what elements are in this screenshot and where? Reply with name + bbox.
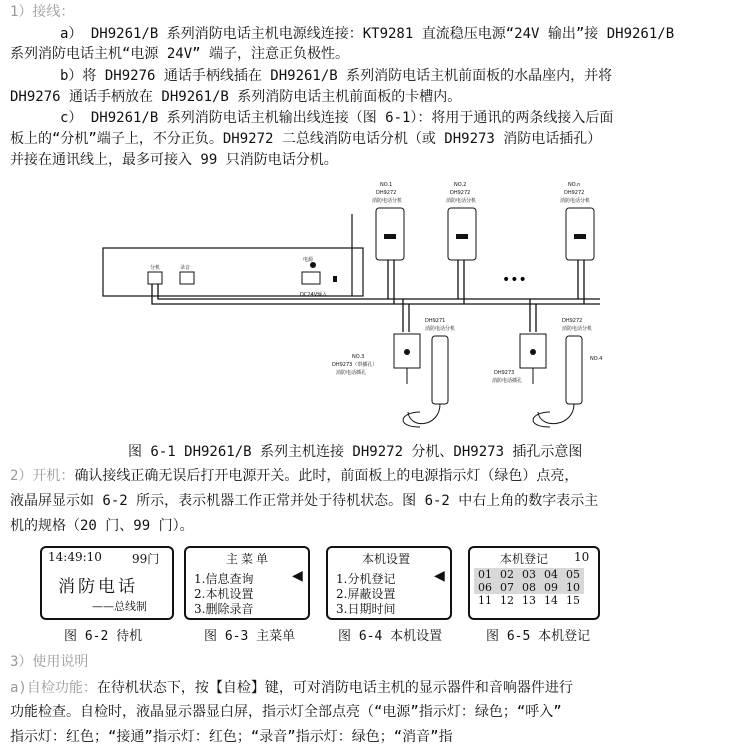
- self-test-label: a)自检功能：: [10, 680, 97, 696]
- reg-cell: 10: [562, 581, 584, 594]
- section2-line2: 液晶屏显示如 6-2 所示，表示机器工作正常并处于待机状态。图 6-2 中右上角的数字表示主: [10, 493, 599, 509]
- svg-text:消防电话分机: 消防电话分机: [446, 198, 477, 204]
- lcd-reg-count: 10: [574, 550, 590, 564]
- svg-text:DH9273: DH9273: [494, 370, 515, 376]
- reg-cell: 11: [478, 594, 492, 607]
- para-c-line3: 并接在通讯线上，最多可接入 99 只消防电话分机。: [10, 152, 338, 168]
- reg-cell: 01: [474, 568, 496, 581]
- reg-row-2: [474, 581, 584, 594]
- lcd-menu-title: 主菜单: [226, 552, 272, 566]
- svg-text:消防电话分机: 消防电话分机: [372, 198, 403, 204]
- svg-text:消防电话插孔: 消防电话插孔: [336, 370, 367, 376]
- panel-label-ext: 分机: [150, 265, 161, 271]
- panel-label-dc: DC24V输入: [300, 292, 328, 298]
- svg-text:DH9271: DH9271: [425, 318, 446, 324]
- reg-cell: 03: [518, 568, 540, 581]
- jack-2: [492, 318, 602, 427]
- reg-cell: 06: [474, 581, 496, 594]
- figure-6-5-caption: 图 6-5 本机登记: [486, 629, 591, 644]
- lcd-settings-item-3: 3.日期时间: [336, 602, 396, 616]
- reg-cell: 05: [562, 568, 584, 581]
- lcd-ports: 99门: [132, 552, 160, 566]
- reg-cell: 07: [496, 581, 518, 594]
- section3-line1-text: 在待机状态下，按【自检】键，可对消防电话主机的显示器件和音响器件进行: [96, 680, 573, 696]
- svg-text:NO.1: NO.1: [380, 182, 393, 188]
- lcd-menu-item-3: 3.删除录音: [194, 602, 254, 616]
- figure-6-3-caption: 图 6-3 主菜单: [204, 629, 296, 644]
- para-b-line1: b）将 DH9276 通话手柄线插在 DH9261/B 系列消防电话主机前面板的水晶座内，并将: [60, 68, 613, 84]
- section3-line3: 指示灯：红色；“接通”指示灯：红色；“录音”指示灯：绿色；“消音”指: [10, 729, 453, 745]
- figure-6-4-caption: 图 6-4 本机设置: [338, 629, 443, 644]
- lcd-settings-item-2: 2.屏蔽设置: [336, 587, 396, 601]
- lcd-settings-title: 本机设置: [362, 552, 411, 566]
- ellipsis: •••: [502, 272, 527, 288]
- top-phone-1: [372, 182, 404, 260]
- reg-row-3: [474, 594, 584, 607]
- svg-text:NO.4: NO.4: [590, 356, 603, 362]
- cursor-arrow-icon: ◀: [434, 568, 445, 584]
- svg-text:DH9272: DH9272: [564, 190, 585, 196]
- section3-line2: 功能检查。自检时，液晶显示器显白屏，指示灯全部点亮（“电源”指示灯：绿色；“呼入”: [10, 704, 562, 720]
- top-phone-2: [446, 182, 476, 260]
- lcd-time: 14:49:10: [48, 550, 102, 564]
- svg-text:DH9272: DH9272: [450, 190, 471, 196]
- svg-text:DH9273（带插孔）: DH9273（带插孔）: [332, 362, 378, 368]
- reg-cell: 02: [496, 568, 518, 581]
- para-c-line1: c） DH9261/B 系列消防电话主机输出线连接（图 6-1）：将用于通讯的两条线接入后面: [60, 110, 614, 126]
- reg-cell: 12: [500, 594, 514, 607]
- svg-text:消防电话分机: 消防电话分机: [562, 326, 593, 332]
- svg-text:消防电话插孔: 消防电话插孔: [492, 378, 523, 384]
- host-panel: [103, 214, 363, 298]
- para-a-line1: a） DH9261/B 系列消防电话主机电源线连接：KT9281 直流稳压电源“24V 输出”接 DH9261/B: [60, 26, 675, 42]
- figure-6-1-caption: 图 6-1 DH9261/B 系列主机连接 DH9272 分机、DH9273 插孔示意图: [128, 444, 583, 460]
- para-b-line2: DH9276 通话手柄放在 DH9261/B 系列消防电话主机前面板的卡槽内。: [10, 89, 462, 105]
- section1-heading: 1）接线：: [10, 4, 75, 20]
- svg-text:NO.n: NO.n: [568, 182, 581, 188]
- lcd-reg-title: 本机登记: [500, 552, 549, 566]
- svg-text:NO.3: NO.3: [352, 354, 365, 360]
- section3-heading: 3）使用说明: [10, 654, 89, 670]
- svg-text:DH9272: DH9272: [376, 190, 397, 196]
- section3-line1: [10, 678, 573, 698]
- panel-label-power: 电源: [303, 257, 314, 263]
- reg-cell: 13: [522, 594, 536, 607]
- cursor-arrow-icon: ◀: [292, 568, 303, 584]
- lcd-sub: ——总线制: [92, 600, 147, 613]
- lcd-main-menu: [184, 546, 310, 620]
- svg-text:NO.2: NO.2: [454, 182, 467, 188]
- lcd-settings: [326, 546, 452, 620]
- para-a-line2: 系列消防电话主机“电源 24V” 端子，注意正负极性。: [10, 46, 349, 62]
- section2-line1: 确认接线正确无误后打开电源开关。此时，前面板上的电源指示灯（绿色）点亮，: [74, 468, 579, 484]
- figure-6-2-caption: 图 6-2 待机: [64, 629, 143, 644]
- lcd-menu-item-1: 1.信息查询: [194, 572, 254, 586]
- svg-text:消防电话分机: 消防电话分机: [560, 198, 591, 204]
- lcd-settings-item-1: 1.分机登记: [336, 572, 396, 586]
- reg-row-1: [474, 568, 584, 581]
- reg-cell: 15: [566, 594, 580, 607]
- lcd-menu-item-2: 2.本机设置: [194, 587, 254, 601]
- top-phone-n: [560, 182, 594, 260]
- section2-heading-label: 2）开机：: [10, 468, 75, 484]
- svg-text:消防电话分机: 消防电话分机: [425, 326, 456, 332]
- jack-1: [332, 318, 455, 427]
- para-c-line2: 板上的“分机”端子上，不分正负。DH9272 二总线消防电话分机（或 DH9273 消防电话插孔）: [10, 131, 602, 147]
- lcd-standby: [40, 546, 174, 620]
- wiring-diagram: [0, 172, 750, 442]
- reg-cell: 04: [540, 568, 562, 581]
- panel-label-rec: 录音: [180, 265, 191, 271]
- lcd-registration: [468, 546, 600, 620]
- reg-cell: 09: [540, 581, 562, 594]
- reg-cell: 08: [518, 581, 540, 594]
- reg-grid: [474, 568, 584, 607]
- section2-line3: 机的规格（20 门、99 门）。: [10, 518, 194, 534]
- svg-text:DH9272: DH9272: [562, 318, 583, 324]
- lcd-title: 消防电话: [58, 577, 138, 597]
- reg-cell: 14: [544, 594, 558, 607]
- section2-heading: [10, 466, 578, 486]
